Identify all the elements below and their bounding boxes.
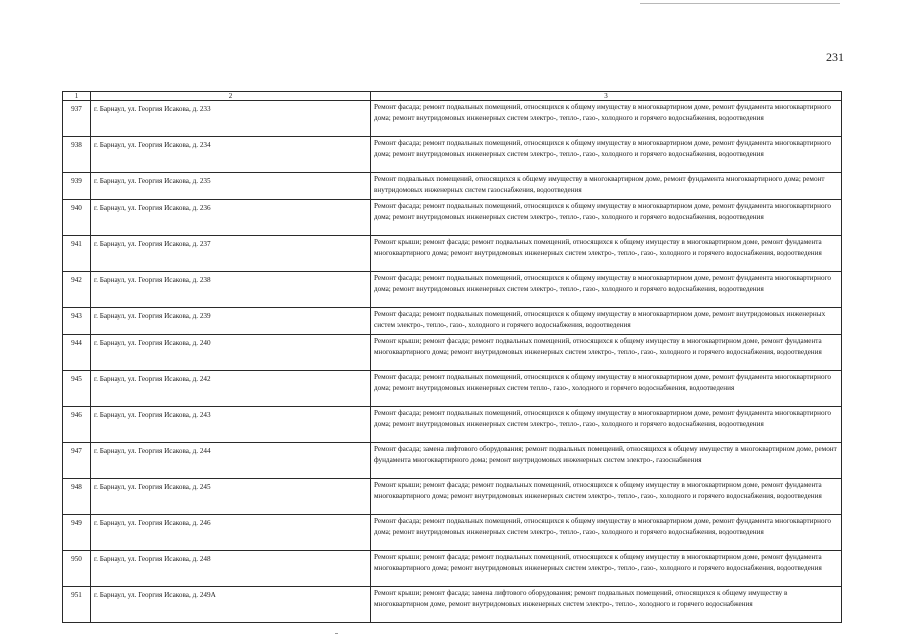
row-number: 946: [63, 407, 91, 443]
row-works: Ремонт фасада; замена лифтового оборудования; ремонт подвальных помещений, относящихся к общему имуществу в многоквартирном доме, ремонт фундамента многоквартирного дома; ремонт внутридомовых инженерных систем электро-, газоснабжения: [371, 443, 842, 479]
row-number: 945: [63, 371, 91, 407]
row-address: г. Барнаул, ул. Георгия Исакова, д. 240: [91, 335, 371, 371]
row-address: г. Барнаул, ул. Георгия Исакова, д. 239: [91, 308, 371, 335]
row-number: 937: [63, 101, 91, 137]
row-address: г. Барнаул, ул. Георгия Исакова, д. 245: [91, 479, 371, 515]
row-works: Ремонт крыши; ремонт фасада; ремонт подвальных помещений, относящихся к общему имуществу в многоквартирном доме, ремонт фундамента многоквартирного дома; ремонт внутридомовых инженерных систем электро-, тепло-, газо-, холодного и горячего водоснабжения, водоотведения: [371, 335, 842, 371]
row-address: г. Барнаул, ул. Георгия Исакова, д. 237: [91, 236, 371, 272]
row-address: г. Барнаул, ул. Георгия Исакова, д. 233: [91, 101, 371, 137]
table-row: [63, 479, 842, 515]
table-row: [63, 407, 842, 443]
table-row: [63, 371, 842, 407]
row-address: г. Барнаул, ул. Георгия Исакова, д. 242: [91, 371, 371, 407]
row-works: Ремонт фасада; ремонт подвальных помещений, относящихся к общему имуществу в многоквартирном доме, ремонт фундамента многоквартирного дома; ремонт внутридомовых инженерных систем тепло-, газо-, холодного и горячего водоснабжения, водоотведения: [371, 371, 842, 407]
row-address: г. Барнаул, ул. Георгия Исакова, д. 234: [91, 137, 371, 173]
row-address: г. Барнаул, ул. Георгия Исакова, д. 235: [91, 173, 371, 200]
row-works: Ремонт фасада; ремонт подвальных помещений, относящихся к общему имуществу в многоквартирном доме, ремонт внутридомовых инженерных систем электро-, тепло-, газо-, холодного и горячего водоснабжения, водоотведения: [371, 308, 842, 335]
table-row: [63, 272, 842, 308]
row-address: г. Барнаул, ул. Георгия Исакова, д. 244: [91, 443, 371, 479]
row-works: Ремонт крыши; ремонт фасада; ремонт подвальных помещений, относящихся к общему имуществу в многоквартирном доме, ремонт фундамента многоквартирного дома; ремонт внутридомовых инженерных систем электро-, тепло-, газо-, холодного и горячего водоснабжения, водоотведения: [371, 551, 842, 587]
row-number: 942: [63, 272, 91, 308]
row-number: 947: [63, 443, 91, 479]
row-works: Ремонт фасада; ремонт подвальных помещений, относящихся к общему имуществу в многоквартирном доме, ремонт фундамента многоквартирного дома; ремонт внутридомовых инженерных систем электро-, тепло-, газо-, холодного и горячего водоснабжения, водоотведения: [371, 101, 842, 137]
scan-artifact-line: [640, 3, 840, 4]
row-address: г. Барнаул, ул. Георгия Исакова, д. 243: [91, 407, 371, 443]
works-table: [62, 91, 842, 623]
table-row: [63, 335, 842, 371]
column-header-1: 1: [63, 92, 91, 101]
row-number: 938: [63, 137, 91, 173]
row-works: Ремонт фасада; ремонт подвальных помещений, относящихся к общему имуществу в многоквартирном доме, ремонт фундамента многоквартирного дома; ремонт внутридомовых инженерных систем электро-, тепло-, газо-, холодного и горячего водоснабжения, водоотведения: [371, 272, 842, 308]
row-address: г. Барнаул, ул. Георгия Исакова, д. 248: [91, 551, 371, 587]
row-works: Ремонт фасада; ремонт подвальных помещений, относящихся к общему имуществу в многоквартирном доме, ремонт фундамента многоквартирного дома; ремонт внутридомовых инженерных систем электро-, тепло-, газо-, холодного и горячего водоснабжения, водоотведения: [371, 200, 842, 236]
row-works: Ремонт фасада; ремонт подвальных помещений, относящихся к общему имуществу в многоквартирном доме, ремонт фундамента многоквартирного дома; ремонт внутридомовых инженерных систем электро-, тепло-, газо-, холодного и горячего водоснабжения, водоотведения: [371, 407, 842, 443]
table-row: [63, 200, 842, 236]
row-address: г. Барнаул, ул. Георгия Исакова, д. 246: [91, 515, 371, 551]
table-body: [63, 92, 842, 623]
row-number: 944: [63, 335, 91, 371]
table-row: [63, 443, 842, 479]
row-number: 943: [63, 308, 91, 335]
row-works: Ремонт фасада; ремонт подвальных помещений, относящихся к общему имуществу в многоквартирном доме, ремонт фундамента многоквартирного дома; ремонт внутридомовых инженерных систем электро-, тепло-, газо-, холодного и горячего водоснабжения, водоотведения: [371, 137, 842, 173]
row-number: 950: [63, 551, 91, 587]
row-works: Ремонт подвальных помещений, относящихся к общему имуществу в многоквартирном доме, ремонт фундамента многоквартирного дома; ремонт внутридомовых инженерных систем газоснабжения, водоотведения: [371, 173, 842, 200]
table-row: [63, 587, 842, 623]
row-number: 940: [63, 200, 91, 236]
table-row: [63, 101, 842, 137]
page-number: 231: [826, 50, 844, 64]
row-works: Ремонт крыши; ремонт фасада; ремонт подвальных помещений, относящихся к общему имуществу в многоквартирном доме, ремонт фундамента многоквартирного дома; ремонт внутридомовых инженерных систем электро-, тепло-, газо-, холодного и горячего водоснабжения, водоотведения: [371, 236, 842, 272]
table-row: [63, 236, 842, 272]
row-number: 939: [63, 173, 91, 200]
table-row: [63, 308, 842, 335]
row-number: 949: [63, 515, 91, 551]
table-row: [63, 173, 842, 200]
row-number: 951: [63, 587, 91, 623]
scan-artifact-dot: [335, 633, 338, 634]
row-address: г. Барнаул, ул. Георгия Исакова, д. 236: [91, 200, 371, 236]
row-number: 941: [63, 236, 91, 272]
table-row: [63, 515, 842, 551]
row-works: Ремонт крыши; ремонт фасада; ремонт подвальных помещений, относящихся к общему имуществу в многоквартирном доме, ремонт фундамента многоквартирного дома; ремонт внутридомовых инженерных систем электро-, тепло-, газо-, холодного и горячего водоснабжения, водоотведения: [371, 479, 842, 515]
row-address: г. Барнаул, ул. Георгия Исакова, д. 249А: [91, 587, 371, 623]
table-row: [63, 137, 842, 173]
row-address: г. Барнаул, ул. Георгия Исакова, д. 238: [91, 272, 371, 308]
column-header-3: 3: [371, 92, 842, 101]
table-header-row: [63, 92, 842, 101]
table-row: [63, 551, 842, 587]
row-number: 948: [63, 479, 91, 515]
row-works: Ремонт фасада; ремонт подвальных помещений, относящихся к общему имуществу в многоквартирном доме, ремонт фундамента многоквартирного дома; ремонт внутридомовых инженерных систем электро-, тепло-, газо-, холодного и горячего водоснабжения, водоотведения: [371, 515, 842, 551]
column-header-2: 2: [91, 92, 371, 101]
row-works: Ремонт крыши; ремонт фасада; замена лифтового оборудования; ремонт подвальных помещений, относящихся к общему имуществу в многоквартирном доме, ремонт внутридомовых инженерных систем электро-, тепло-, холодного и горячего водоснабжения: [371, 587, 842, 623]
